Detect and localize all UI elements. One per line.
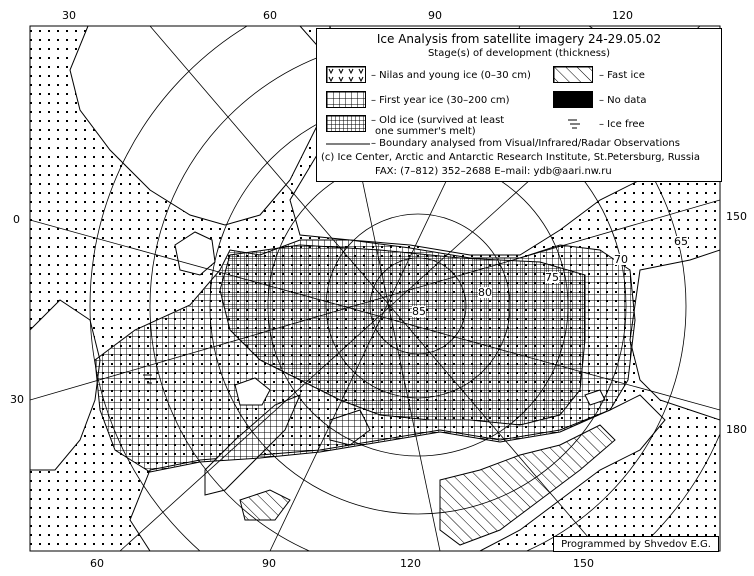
- boundary-swatch: [326, 141, 370, 147]
- legend-boundary-label: – Boundary analysed from Visual/Infrared/Radar Observations: [371, 138, 680, 149]
- first-year-swatch: [326, 91, 366, 108]
- fast-ice-swatch: [553, 66, 593, 83]
- no-data-swatch: [553, 91, 593, 108]
- programmer-credit: Programmed by Shvedov E.G.: [553, 536, 719, 552]
- legend-old-ice-label-2: one summer's melt): [375, 126, 476, 137]
- credit-line-1: (c) Ice Center, Arctic and Antarctic Research Institute, St.Petersburg, Russia: [321, 152, 700, 163]
- legend-title: Ice Analysis from satellite imagery 24-29.05.02: [376, 32, 662, 46]
- right-tick-150: 150: [726, 210, 747, 223]
- legend-panel: [316, 28, 722, 182]
- parallel-label-75: 75: [545, 271, 559, 284]
- credit-line-2: FAX: (7–812) 352–2688 E–mail: ydb@aari.nw.ru: [375, 166, 612, 177]
- parallel-label-80: 80: [478, 286, 492, 299]
- nilas-swatch: [326, 66, 366, 83]
- parallel-label-65: 65: [674, 235, 688, 248]
- top-tick-60: 60: [263, 9, 277, 22]
- bottom-tick-60: 60: [90, 557, 104, 570]
- parallel-label-85: 85: [412, 305, 426, 318]
- top-tick-90: 90: [428, 9, 442, 22]
- top-tick-30: 30: [62, 9, 76, 22]
- old-ice-swatch: [326, 115, 366, 132]
- legend-first-year-label: – First year ice (30–200 cm): [371, 95, 510, 106]
- legend-old-ice-label: – Old ice (survived at least: [371, 115, 505, 126]
- legend-nilas-label: – Nilas and young ice (0–30 cm): [371, 70, 531, 81]
- ice-free-swatch: [567, 117, 581, 131]
- legend-fast-ice-label: – Fast ice: [599, 70, 645, 81]
- right-tick-180: 180: [726, 423, 747, 436]
- top-tick-120: 120: [612, 9, 633, 22]
- legend-ice-free-label: – Ice free: [599, 119, 645, 130]
- bottom-tick-90: 90: [262, 557, 276, 570]
- legend-no-data-label: – No data: [599, 95, 647, 106]
- left-tick-30: 30: [10, 393, 24, 406]
- bottom-tick-150: 150: [573, 557, 594, 570]
- parallel-label-70: 70: [614, 253, 628, 266]
- left-tick-0: 0: [13, 213, 20, 226]
- bottom-tick-120: 120: [400, 557, 421, 570]
- legend-subtitle: Stage(s) of development (thickness): [427, 48, 611, 59]
